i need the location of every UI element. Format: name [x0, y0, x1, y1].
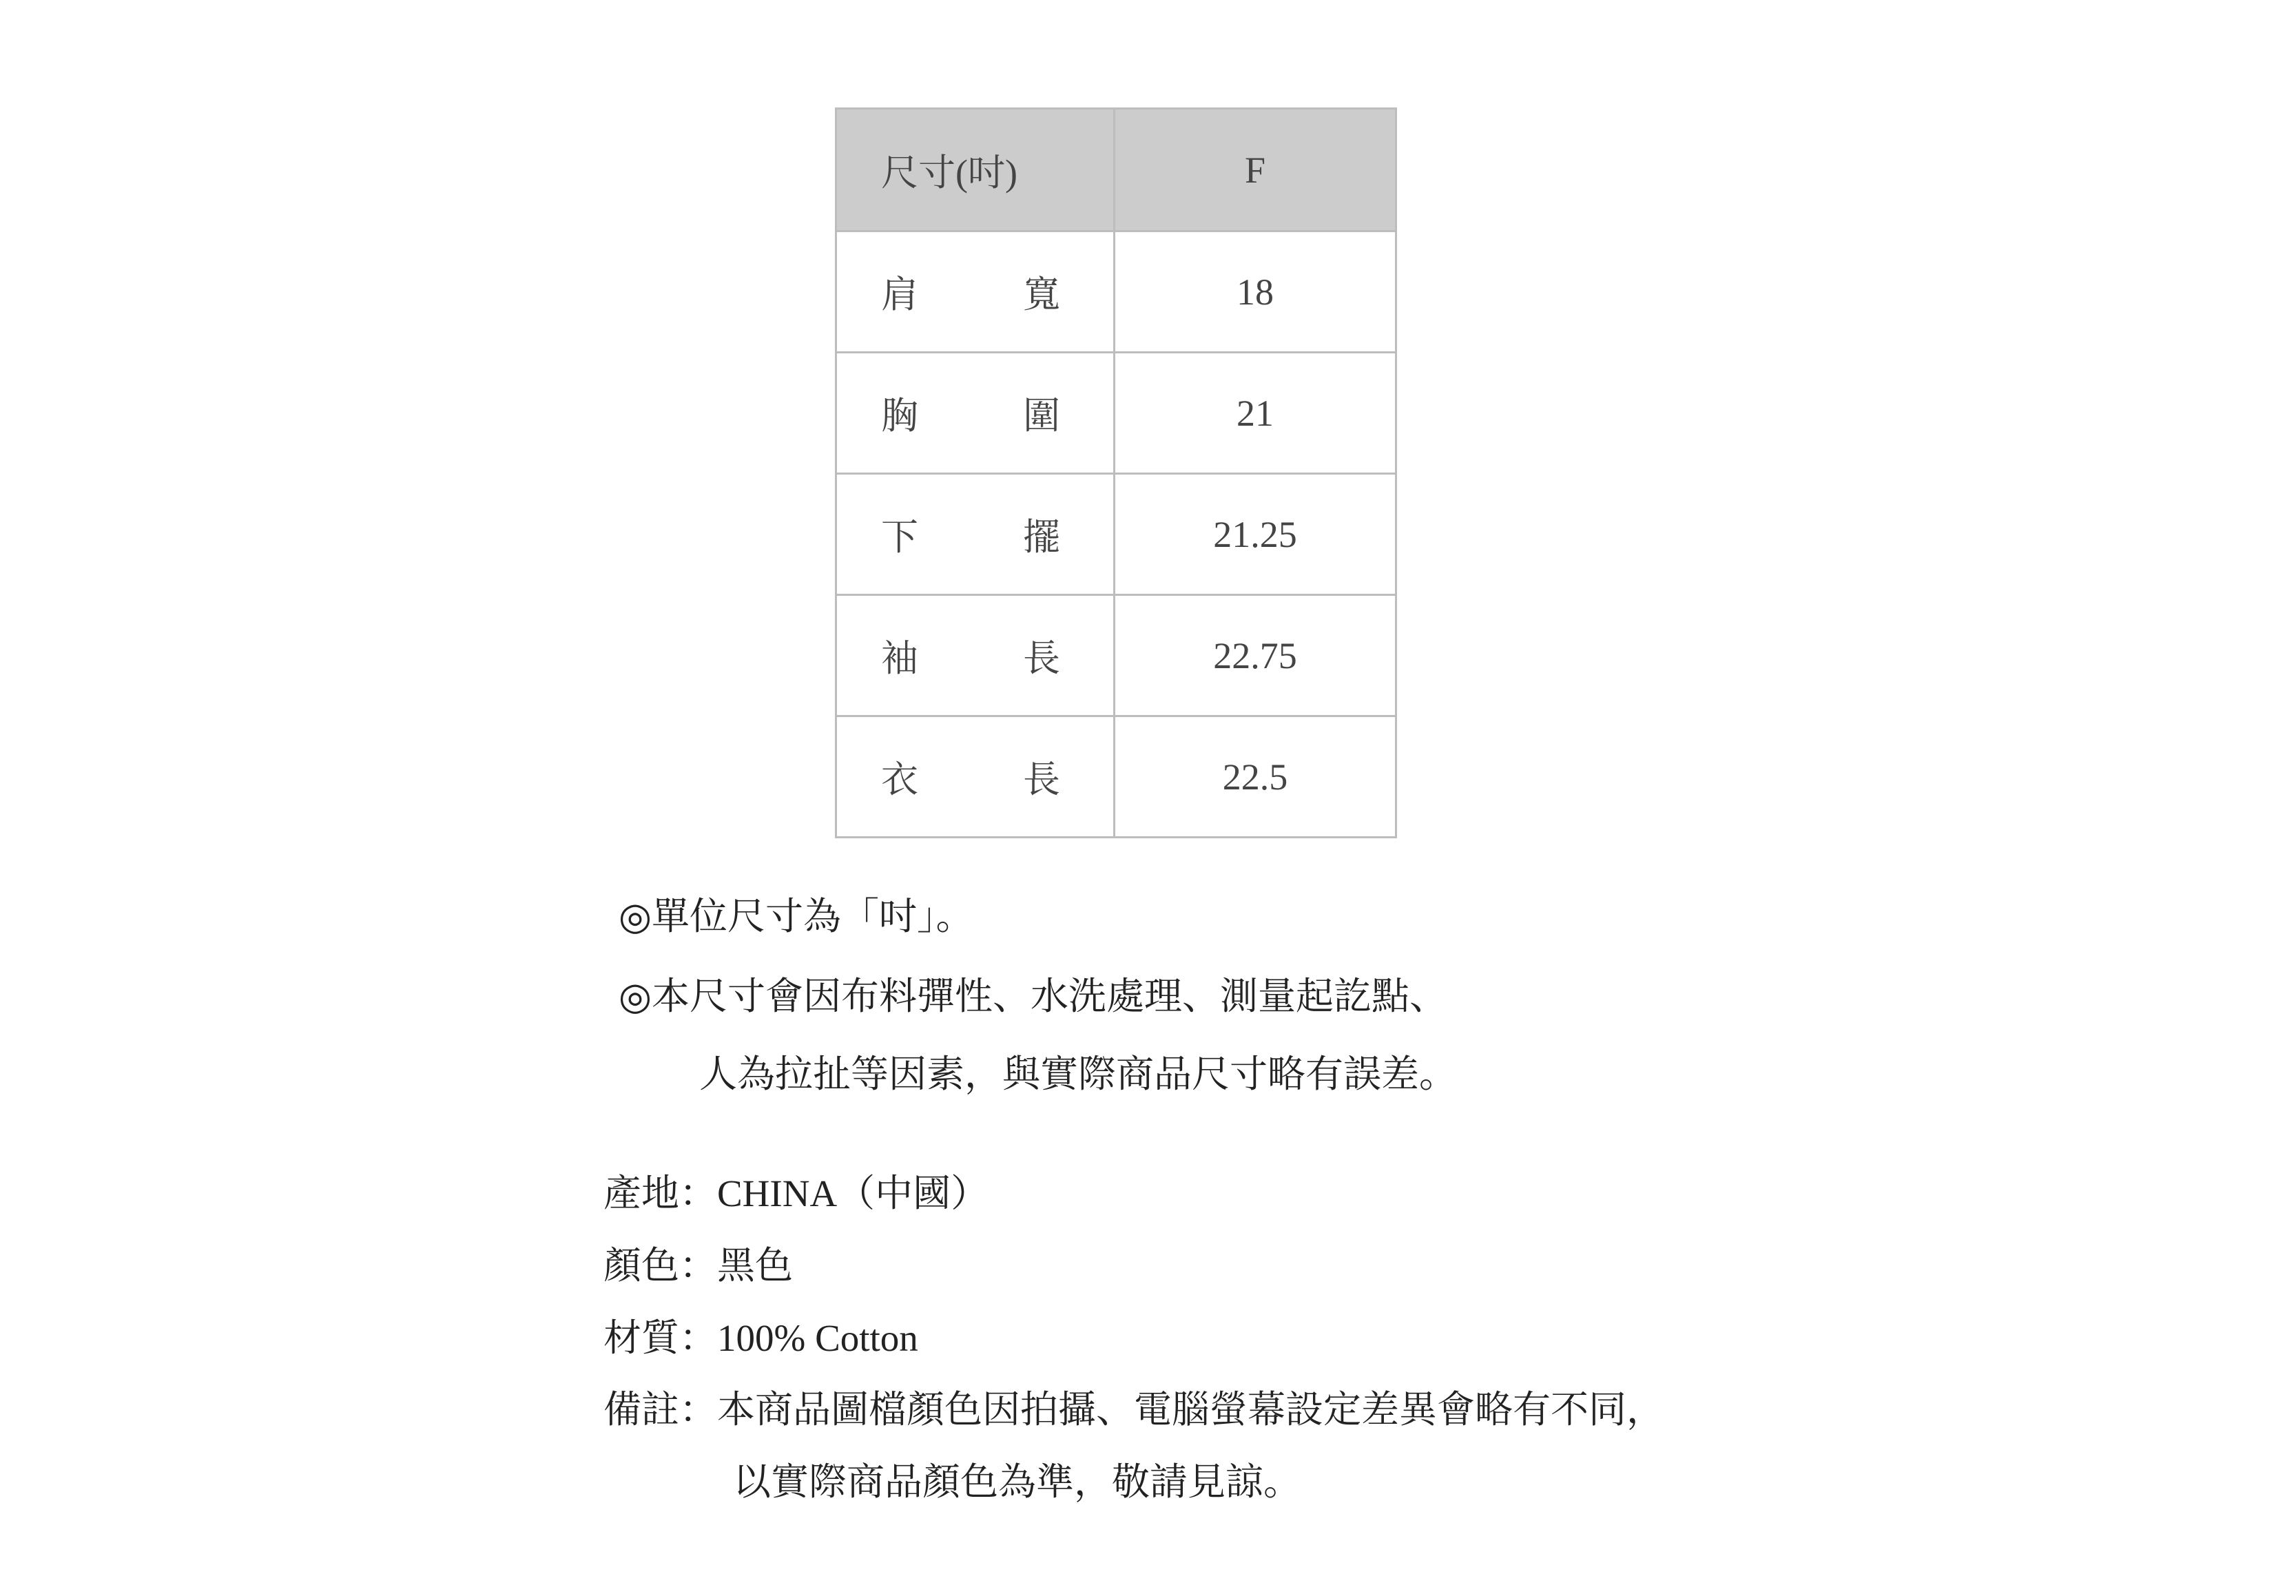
row-label [881, 750, 1060, 803]
row-label [881, 508, 1060, 561]
label-char: 擺 [1023, 517, 1060, 558]
label-char: 肩 [881, 274, 918, 315]
row-label [881, 386, 1060, 439]
info-remark-1: 備註：本商品圖檔顏色因拍攝、電腦螢幕設定差異會略有不同， [603, 1389, 1665, 1431]
label-char: 下 [881, 517, 918, 558]
row-label [881, 629, 1060, 682]
label-char: 袖 [881, 638, 918, 679]
row-label [881, 265, 1060, 318]
info-color: 顏色：黑色 [603, 1245, 794, 1287]
table-row [836, 595, 1396, 716]
row-value: 22.75 [1115, 595, 1396, 716]
header-size: F [1115, 109, 1396, 231]
row-value: 21 [1115, 353, 1396, 474]
label-char: 圍 [1023, 395, 1060, 437]
label-char: 長 [1023, 759, 1060, 800]
row-value: 18 [1115, 231, 1396, 353]
size-table [835, 107, 1397, 838]
note-unit: ◎單位尺寸為「吋」。 [619, 895, 974, 937]
label-char: 寬 [1023, 274, 1060, 315]
label-char: 衣 [881, 759, 918, 800]
note-variance-2: 人為拉扯等因素，與實際商品尺寸略有誤差。 [699, 1053, 1458, 1095]
table-row [836, 716, 1396, 838]
row-value: 21.25 [1115, 474, 1396, 595]
table-row [836, 474, 1396, 595]
info-origin: 產地：CHINA（中國） [603, 1172, 989, 1214]
label-char: 胸 [881, 395, 918, 437]
header-label: 尺寸(吋) [836, 109, 1115, 231]
info-material: 材質：100% Cotton [603, 1317, 918, 1359]
info-remark-2: 以實際商品顏色為準，敬請見諒。 [733, 1461, 1302, 1503]
table-header-row [836, 109, 1396, 231]
table-row [836, 231, 1396, 353]
table-row [836, 353, 1396, 474]
row-value: 22.5 [1115, 716, 1396, 838]
label-char: 長 [1023, 638, 1060, 679]
note-variance-1: ◎本尺寸會因布料彈性、水洗處理、測量起訖點、 [619, 975, 1447, 1017]
